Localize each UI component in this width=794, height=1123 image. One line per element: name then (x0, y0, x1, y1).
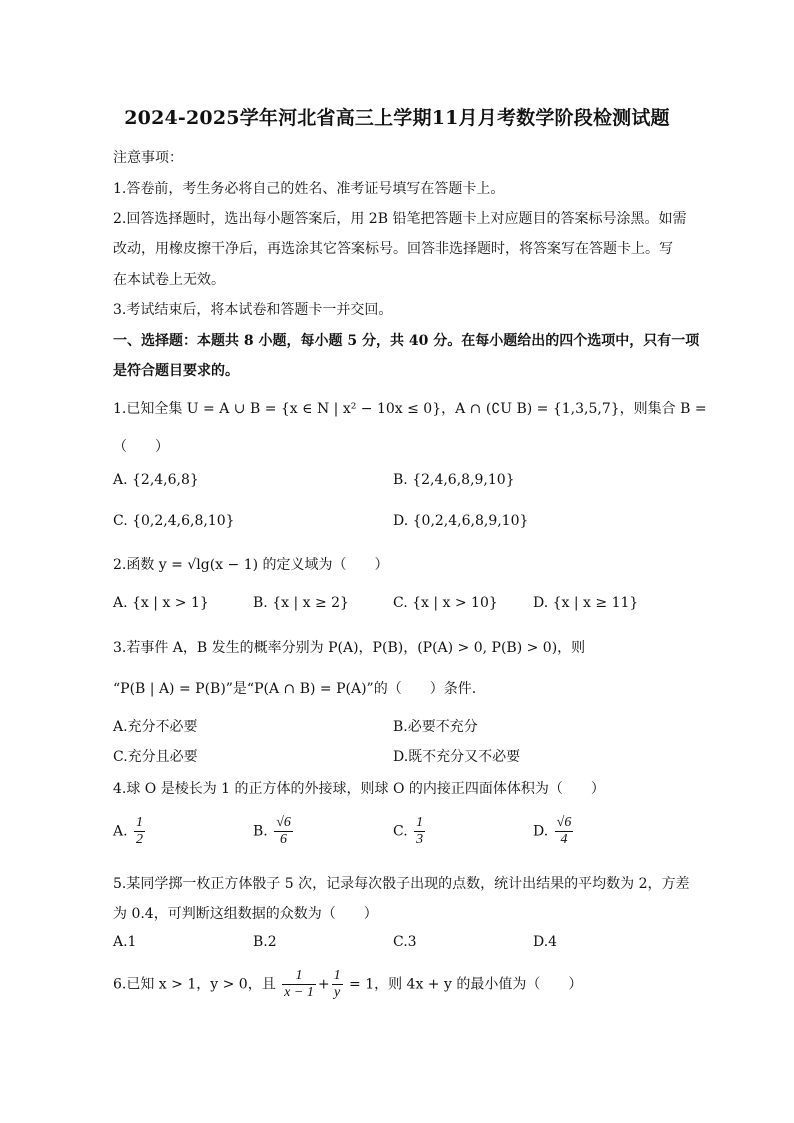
fraction-numerator: √6 (555, 815, 574, 832)
fraction-numerator: 1 (134, 815, 145, 832)
question-5-option-c: C.3 (393, 934, 417, 950)
option-fraction (274, 815, 293, 848)
option-fraction (555, 815, 574, 848)
question-4-option-c (393, 815, 427, 848)
question-2-option-a: A. {x | x > 1} (113, 595, 209, 611)
option-fraction (414, 815, 425, 848)
fraction-numerator: 1 (282, 968, 316, 985)
notice-item-2-end: 在本试卷上无效。 (113, 272, 225, 288)
question-6-fraction-2 (332, 968, 343, 1001)
question-5-option-a: A.1 (113, 934, 137, 950)
question-2-option-d: D. {x | x ≥ 11} (533, 595, 639, 611)
question-4-option-a (113, 815, 147, 848)
fraction-numerator: 1 (332, 968, 343, 985)
fraction-denominator: 3 (416, 832, 424, 848)
fraction-denominator: y (333, 985, 341, 1001)
question-5-stem: 5.某同学掷一枚正方体骰子 5 次，记录每次骰子出现的点数，统计出结果的平均数为 2，方差 (113, 876, 690, 892)
option-fraction (134, 815, 145, 848)
question-3-stem-cont: “P(B | A) = P(B)”是“P(A ∩ B) = P(A)”的（ ）条件. (113, 681, 477, 697)
section-heading-cont: 是符合题目要求的。 (113, 363, 239, 379)
question-2-stem: 2.函数 y = √lg(x − 1) 的定义域为（ ） (113, 557, 389, 573)
question-3-option-d: D.既不充分又不必要 (393, 749, 521, 765)
plus-sign: + (317, 976, 330, 993)
fraction-denominator: x − 1 (284, 985, 314, 1001)
question-5-option-d: D.4 (533, 934, 558, 950)
question-6-fraction-1 (282, 968, 316, 1001)
option-label: C. (393, 823, 408, 840)
question-6-stem-start: 6.已知 x > 1，y > 0，且 (113, 976, 276, 993)
question-4-option-d (533, 815, 575, 848)
question-4-option-b (253, 815, 295, 848)
question-1-option-c: C. {0,2,4,6,8,10} (113, 513, 235, 529)
option-label: B. (253, 823, 268, 840)
section-heading: 一、选择题：本题共 8 小题，每小题 5 分，共 40 分。在每小题给出的四个选项中，只有一项 (113, 333, 700, 349)
question-1-option-b: B. {2,4,6,8,9,10} (393, 472, 515, 488)
question-3-option-b: B.必要不充分 (393, 719, 478, 735)
notice-item-2-cont: 改动，用橡皮擦干净后，再选涂其它答案标号。回答非选择题时，将答案写在答题卡上。写 (113, 241, 673, 257)
notice-item-1: 1.答卷前，考生务必将自己的姓名、准考证号填写在答题卡上。 (113, 181, 505, 197)
notice-item-2: 2.回答选择题时，选出每小题答案后，用 2B 铅笔把答题卡上对应题目的答案标号涂黑。如需 (113, 211, 687, 227)
notice-heading: 注意事项： (113, 150, 183, 166)
fraction-numerator: 1 (414, 815, 425, 832)
question-1-option-a: A. {2,4,6,8} (113, 472, 199, 488)
question-2-option-c: C. {x | x > 10} (393, 595, 498, 611)
option-label: A. (113, 823, 128, 840)
question-2-option-b: B. {x | x ≥ 2} (253, 595, 349, 611)
question-3-option-c: C.充分且必要 (113, 749, 198, 765)
question-1-paren: （ ） (113, 439, 169, 455)
fraction-denominator: 2 (136, 832, 144, 848)
question-4-stem: 4.球 O 是棱长为 1 的正方体的外接球，则球 O 的内接正四面体体积为（ ） (113, 781, 605, 797)
fraction-denominator: 4 (560, 832, 568, 848)
question-1-option-d: D. {0,2,4,6,8,9,10} (393, 513, 529, 529)
notice-item-3: 3.考试结束后，将本试卷和答题卡一并交回。 (113, 302, 393, 318)
question-3-stem: 3.若事件 A，B 发生的概率分别为 P(A)，P(B)，(P(A) > 0, P(B) > 0)，则 (113, 640, 586, 656)
fraction-denominator: 6 (280, 832, 288, 848)
option-label: D. (533, 823, 549, 840)
question-5-stem-cont: 为 0.4，可判断这组数据的众数为（ ） (113, 906, 378, 922)
page-title: 2024-2025学年河北省高三上学期11月月考数学阶段检测试题 (124, 107, 670, 129)
question-3-option-a: A.充分不必要 (113, 719, 198, 735)
question-5-option-b: B.2 (253, 934, 277, 950)
fraction-numerator: √6 (274, 815, 293, 832)
question-6-stem-end: = 1，则 4x + y 的最小值为（ ） (349, 976, 583, 993)
question-1-stem: 1.已知全集 U = A ∪ B = {x ∈ N | x² − 10x ≤ 0}，A ∩ (∁U B) = {1,3,5,7}，则集合 B = (113, 401, 707, 417)
question-6-stem (113, 968, 582, 1001)
